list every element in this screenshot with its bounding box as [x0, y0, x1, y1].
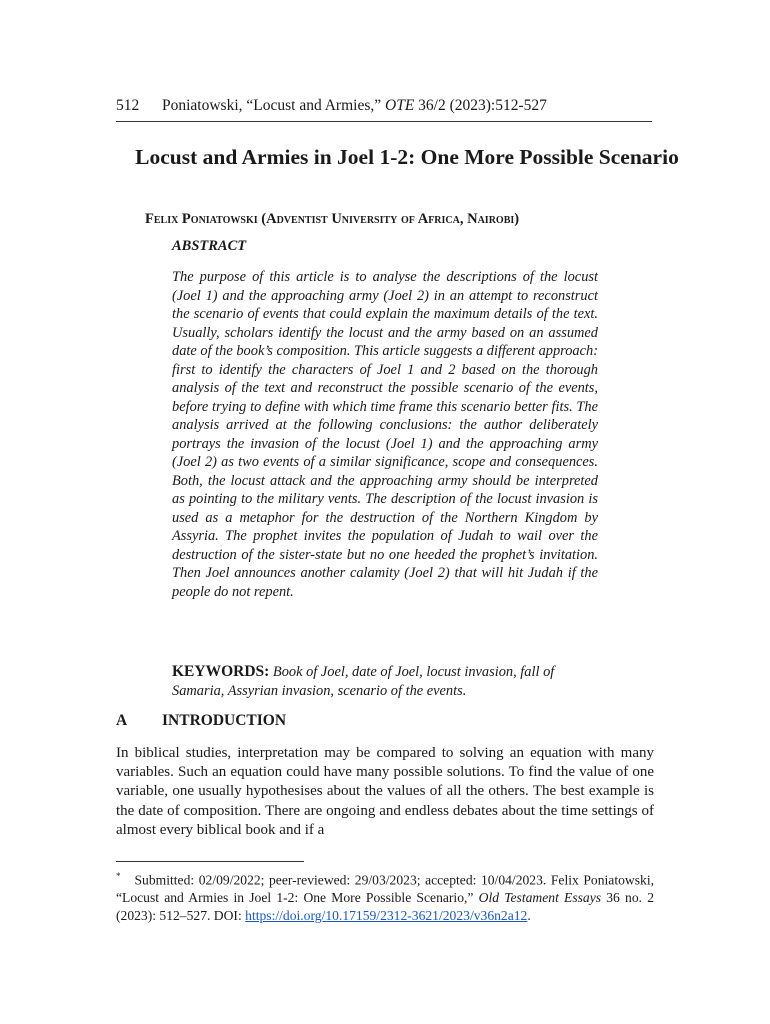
- section-letter: A: [116, 712, 128, 729]
- author-affiliation: Felix Poniatowski (Adventist University of Africa, Nairobi): [145, 211, 520, 227]
- keywords: [172, 662, 598, 701]
- body-paragraph: In biblical studies, interpretation may be compared to solving an equation with many variables. Such an equation could have many possible solutions. To find the value of one variable, one usually hypothesises about the values of all the others. The best example is the date of composition. There are ongoing and endless debates about the time settings of almost every biblical book and if a: [116, 745, 654, 838]
- article-title: Locust and Armies in Joel 1-2: One More Possible Scenario: [135, 145, 679, 169]
- section-heading: [116, 711, 656, 731]
- footnote-text-3: .: [527, 907, 531, 923]
- section-title: INTRODUCTION: [162, 712, 287, 729]
- header-rule: [116, 121, 652, 122]
- journal-abbrev: OTE: [385, 97, 415, 114]
- doi-link[interactable]: https://doi.org/10.17159/2312-3621/2023/v36n2a12: [245, 907, 528, 923]
- running-header: [116, 96, 652, 116]
- abstract-heading: ABSTRACT: [172, 238, 247, 254]
- running-head-pre: Poniatowski, “Locust and Armies,”: [162, 97, 385, 114]
- footnote-rule: [116, 861, 304, 862]
- footnote-journal: Old Testament Essays: [478, 890, 602, 906]
- footnote-text-2: 36 no. 2 (2023): 512–527. DOI:: [116, 890, 655, 923]
- footnote: [116, 868, 654, 924]
- keywords-text: Book of Joel, date of Joel, locust invasion, fall of Samaria, Assyrian invasion, scenario of the events.: [172, 664, 555, 699]
- page-number: 512: [116, 97, 140, 114]
- keywords-label: KEYWORDS:: [172, 663, 270, 680]
- author-line: [145, 210, 665, 228]
- footnote-text-1: Submitted: 02/09/2022; peer-reviewed: 29/03/2023; accepted: 10/04/2023. Felix Poniatowski, “Locust and Armies in Joel 1-2: One More Possible Scenario,”: [116, 872, 654, 906]
- footnote-mark: *: [116, 871, 121, 881]
- abstract-text: The purpose of this article is to analyse the descriptions of the locust (Joel 1) and the approaching army (Joel 2) in an attempt to reconstruct the scenario of events that could explain the maximum details of the text. Usually, scholars identify the locust and the army based on an assumed date of the book’s composition. This article suggests a different approach: first to identify the characters of Joel 1 and 2 based on the thorough analysis of the text and reconstruct the possible scenario of the events, before trying to define with which time frame this scenario better fits. The analysis arrived at the following conclusions: the author deliberately portrays the invasion of the locust (Joel 1) and the approaching army (Joel 2) as two events of a similar significance, scope and consequences. Both, the locust attack and the approaching army should be interpreted as pointing to the military vents. The description of the locust invasion is used as a metaphor for the destruction of the Northern Kingdom by Assyria. The prophet invites the population of Judah to wail over the destruction of the sister-state but no one heeded the prophet’s invitation. Then Joel announces another calamity (Joel 2) that will hit Judah if the people do not repent.: [172, 269, 598, 600]
- running-head-post: 36/2 (2023):512-527: [414, 97, 547, 114]
